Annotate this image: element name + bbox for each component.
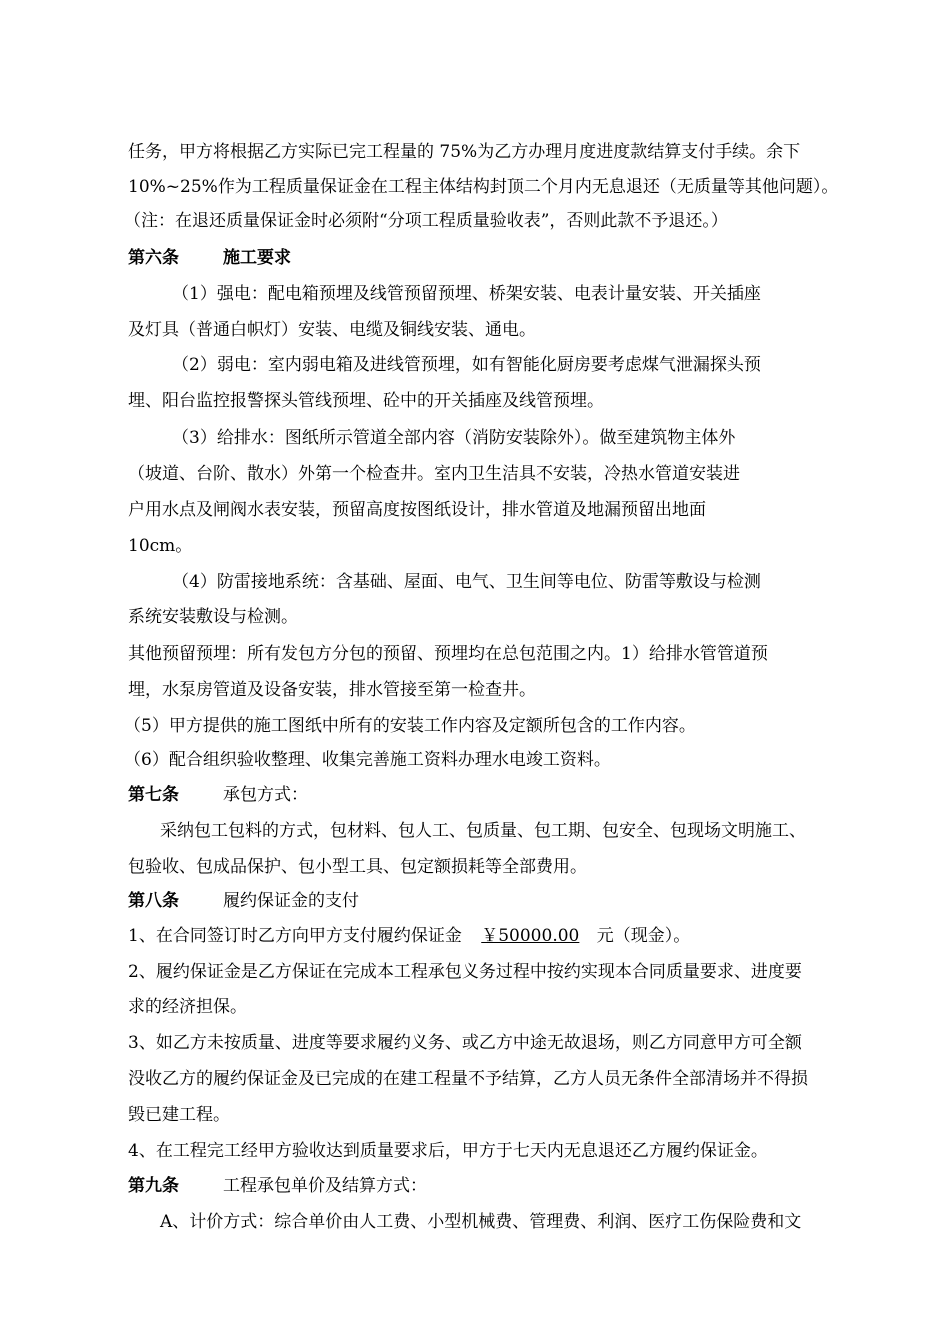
paragraph-line: 10cm。 [128, 536, 193, 556]
deposit-text: 1、在合同签订时乙方向甲方支付履约保证金 [128, 926, 462, 946]
paragraph-line: 其他预留预埋：所有发包方分包的预留、预埋均在总包范围之内。1）给排水管管道预 [128, 644, 768, 664]
article-number: 第七条 [128, 785, 179, 805]
article-number: 第九条 [128, 1176, 179, 1196]
paragraph-line: 4、在工程完工经甲方验收达到质量要求后，甲方于七天内无息退还乙方履约保证金。 [128, 1141, 768, 1161]
paragraph-line: （注：在退还质量保证金时必须附“分项工程质量验收表”，否则此款不予退还。） [124, 211, 728, 231]
paragraph-line: A、计价方式：综合单价由人工费、小型机械费、管理费、利润、医疗工伤保险费和文 [160, 1212, 802, 1232]
paragraph-line: 没收乙方的履约保证金及已完成的在建工程量不予结算，乙方人员无条件全部清场并不得损 [128, 1069, 808, 1089]
article-title: 施工要求 [223, 248, 291, 268]
paragraph-line [128, 926, 690, 946]
paragraph-line: 2、履约保证金是乙方保证在完成本工程承包义务过程中按约实现本合同质量要求、进度要 [128, 962, 802, 982]
article-number: 第六条 [128, 248, 179, 268]
paragraph-line: （2）弱电：室内弱电箱及进线管预埋，如有智能化厨房要考虑煤气泄漏探头预 [172, 355, 761, 375]
paragraph-line: （4）防雷接地系统：含基础、屋面、电气、卫生间等电位、防雷等敷设与检测 [172, 572, 761, 592]
deposit-text-end: 元（现金）。 [596, 926, 691, 946]
paragraph-line: 埋，水泵房管道及设备安装，排水管接至第一检查井。 [128, 680, 536, 700]
article-title: 履约保证金的支付 [223, 891, 359, 911]
paragraph-line: 3、如乙方未按质量、进度等要求履约义务、或乙方中途无故退场，则乙方同意甲方可全额 [128, 1033, 802, 1053]
paragraph-line: 埋、阳台监控报警探头管线预埋、砼中的开关插座及线管预埋。 [128, 391, 604, 411]
paragraph-line: 及灯具（普通白帜灯）安装、电缆及铜线安装、通电。 [128, 320, 536, 340]
paragraph-line: 户用水点及闸阀水表安装，预留高度按图纸设计，排水管道及地漏预留出地面 [128, 500, 706, 520]
paragraph-line: 任务，甲方将根据乙方实际已完工程量的 75%为乙方办理月度进度款结算支付手续。余下 [128, 142, 801, 162]
paragraph-line: （6）配合组织验收整理、收集完善施工资料办理水电竣工资料。 [124, 750, 611, 770]
article-7-heading [128, 785, 308, 805]
article-number: 第八条 [128, 891, 179, 911]
paragraph-line: （3）给排水：图纸所示管道全部内容（消防安装除外）。做至建筑物主体外 [172, 428, 736, 448]
paragraph-line: 包验收、包成品保护、包小型工具、包定额损耗等全部费用。 [128, 857, 587, 877]
paragraph-line: （5）甲方提供的施工图纸中所有的安装工作内容及定额所包含的工作内容。 [124, 716, 696, 736]
deposit-amount: ￥50000.00 [481, 926, 580, 946]
paragraph-line: 系统安装敷设与检测。 [128, 607, 298, 627]
article-8-heading [128, 891, 359, 911]
article-6-heading [128, 248, 291, 268]
article-title: 工程承包单价及结算方式： [223, 1176, 427, 1196]
paragraph-line: 毁已建工程。 [128, 1105, 230, 1125]
article-9-heading [128, 1176, 427, 1196]
paragraph-line: 采纳包工包料的方式，包材料、包人工、包质量、包工期、包安全、包现场文明施工、 [160, 821, 806, 841]
paragraph-line: （坡道、台阶、散水）外第一个检查井。室内卫生洁具不安装，冷热水管道安装进 [128, 464, 740, 484]
paragraph-line: 10%~25%作为工程质量保证金在工程主体结构封顶二个月内无息退还（无质量等其他问题）。 [128, 177, 839, 197]
article-title: 承包方式： [223, 785, 308, 805]
paragraph-line: （1）强电：配电箱预埋及线管预留预埋、桥架安装、电表计量安装、开关插座 [172, 284, 761, 304]
paragraph-line: 求的经济担保。 [128, 997, 247, 1017]
